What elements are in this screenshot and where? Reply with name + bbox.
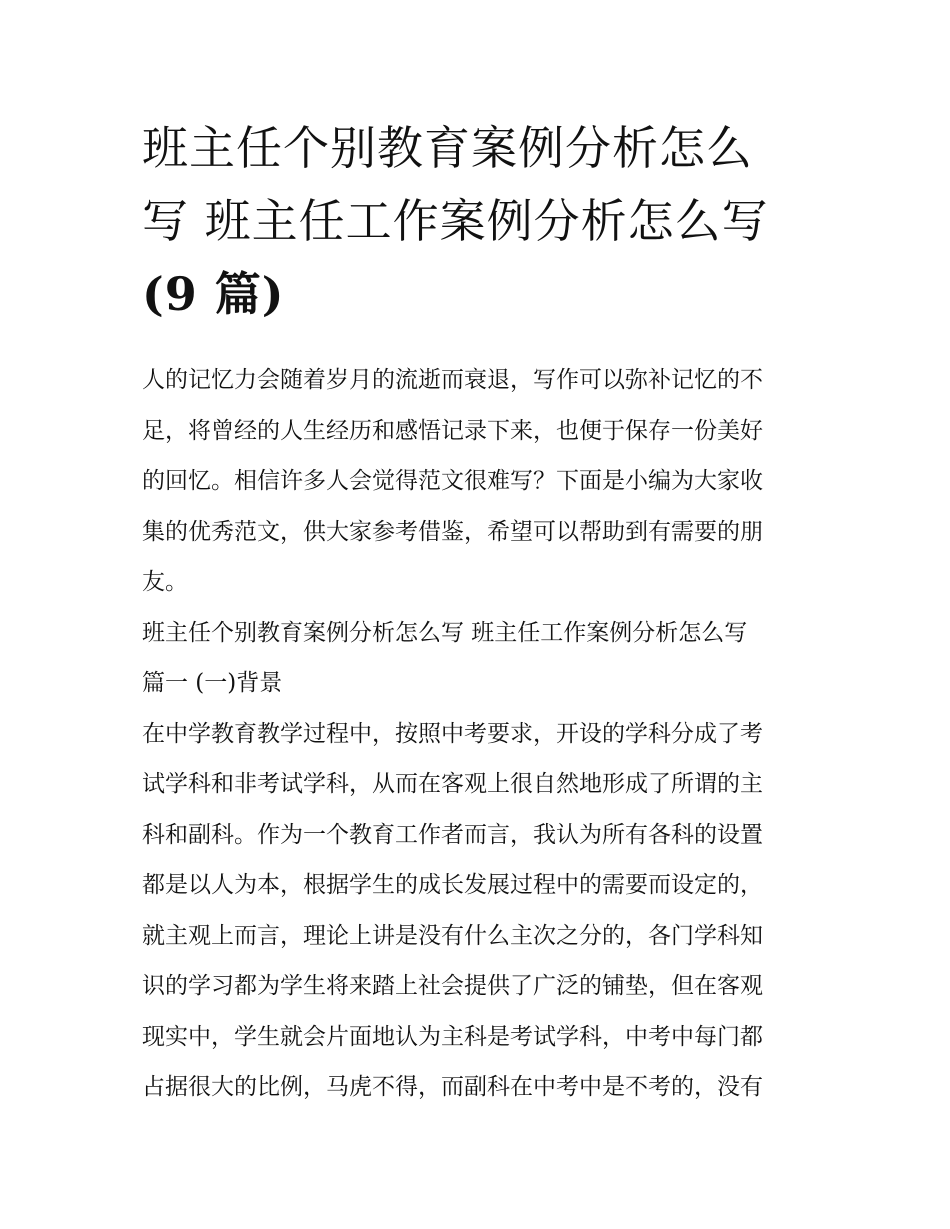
intro-line: 人的记忆力会随着岁月的流逝而衰退，写作可以弥补记忆的不 [142, 367, 763, 393]
body-line: 都是以人为本，根据学生的成长发展过程中的需要而设定的， [142, 872, 763, 898]
body-line: 试学科和非考试学科，从而在客观上很自然地形成了所谓的主 [142, 771, 763, 797]
title-line-3: (9 篇) [142, 267, 285, 321]
body-line: 在中学教育教学过程中，按照中考要求，开设的学科分成了考 [142, 720, 763, 747]
document-body [142, 355, 822, 1113]
intro-line: 友。 [142, 569, 188, 595]
intro-line: 足，将曾经的人生经历和感悟记录下来，也便于保存一份美好 [142, 417, 763, 444]
title-line-1: 班主任个别教育案例分析怎么 [142, 121, 753, 175]
intro-line: 的回忆。相信许多人会觉得范文很难写？下面是小编为大家收 [142, 468, 763, 494]
body-line: 就主观上而言，理论上讲是没有什么主次之分的，各门学科知 [142, 922, 763, 949]
section-heading-line: 班主任个别教育案例分析怎么写 班主任工作案例分析怎么写 [142, 619, 748, 646]
body-line: 现实中，学生就会片面地认为主科是考试学科，中考中每门都 [142, 1023, 763, 1050]
document-title [142, 112, 822, 331]
section-heading-line: 篇一 (一)背景 [142, 670, 283, 696]
intro-line: 集的优秀范文，供大家参考借鉴，希望可以帮助到有需要的朋 [142, 518, 763, 545]
body-line: 识的学习都为学生将来踏上社会提供了广泛的铺垫，但在客观 [142, 973, 763, 999]
body-line: 科和副科。作为一个教育工作者而言，我认为所有各科的设置 [142, 821, 763, 848]
title-line-2: 写 班主任工作案例分析怎么写 [142, 194, 769, 248]
body-line: 占据很大的比例，马虎不得，而副科在中考中是不考的，没有 [142, 1074, 763, 1100]
